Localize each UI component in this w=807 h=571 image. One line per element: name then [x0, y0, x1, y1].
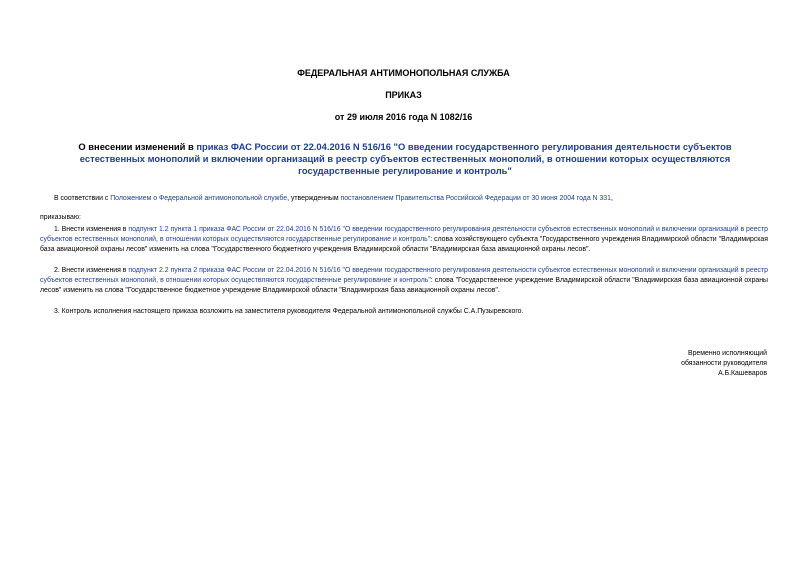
doc-title-prefix: О внесении изменений в [78, 141, 197, 152]
doc-type: ПРИКАЗ [385, 90, 422, 100]
item-2-link[interactable]: подпункт 2.2 пункта 2 приказа ФАС России от 22.04.2016 N 516/16 "О введении государственного регулирования деятельности субъектов естественных монополий и включении организаций в реестр субъектов естественных монополий, в отношении которых осуществляются государственные регулирование и контроль" [40, 267, 768, 284]
agency-name: ФЕДЕРАЛЬНАЯ АНТИМОНОПОЛЬНАЯ СЛУЖБА [297, 68, 510, 78]
preamble [40, 194, 768, 204]
order-word: приказываю: [40, 214, 81, 221]
doc-title [55, 141, 755, 177]
signature-line-1: Временно исполняющий [688, 350, 767, 357]
signature-block [607, 349, 767, 379]
doc-date-number: от 29 июля 2016 года N 1082/16 [334, 112, 473, 122]
preamble-text-2: , утвержденным [287, 195, 341, 202]
item-2-text-2: : слова "Государственное учреждение Владимирской области "Владимирская база авиационной охраны лесов" изменить на слова "Государственное бюджетное учреждение Владимирской области "Владимирская база авиационной охраны лесов". [40, 277, 769, 294]
item-1-link[interactable]: подпункт 1.2 пункта 1 приказа ФАС России от 22.04.2016 N 516/16 "О введении государственного регулирования деятельности субъектов естественных монополий и включении организаций в реестр субъектов естественных монополий, в отношении которых осуществляются государственные регулирование и контроль" [40, 226, 768, 243]
preamble-link-regulation[interactable]: Положением о Федеральной антимонопольной службе [110, 195, 288, 202]
item-2-text-1: 2. Внести изменения в [54, 267, 129, 274]
signature-name: А.Б.Кашеваров [718, 370, 767, 377]
preamble-text-1: В соответствии с [54, 195, 111, 202]
item-1-text-2: : слова хозяйствующего субъекта "Государственного учреждения Владимирской области "Владимирская база авиационной охраны лесов" изменить на слова "Государственного бюджетного учреждения Владимирской области "Владимирская база авиационной охраны лесов". [40, 236, 768, 253]
preamble-link-resolution[interactable]: постановлением Правительства Российской Федерации от 30 июня 2004 года N 331 [340, 195, 611, 202]
item-1-text-1: 1. Внести изменения в [54, 226, 129, 233]
doc-title-link[interactable]: приказ ФАС России от 22.04.2016 N 516/16 "О введении государственного регулирования деятельности субъектов естественных монополий и включении организаций в реестр субъектов естественных монополий, в отношении которых осуществляются государственные регулирование и контроль" [79, 141, 732, 176]
order-item-2 [40, 266, 768, 296]
preamble-text-3: , [610, 195, 613, 202]
order-item-1 [40, 225, 768, 255]
order-item-3: 3. Контроль исполнения настоящего приказа возложить на заместителя руководителя Федеральной антимонопольной службы С.А.Пузыревского. [54, 308, 524, 315]
signature-line-2: обязанности руководителя [681, 360, 767, 367]
